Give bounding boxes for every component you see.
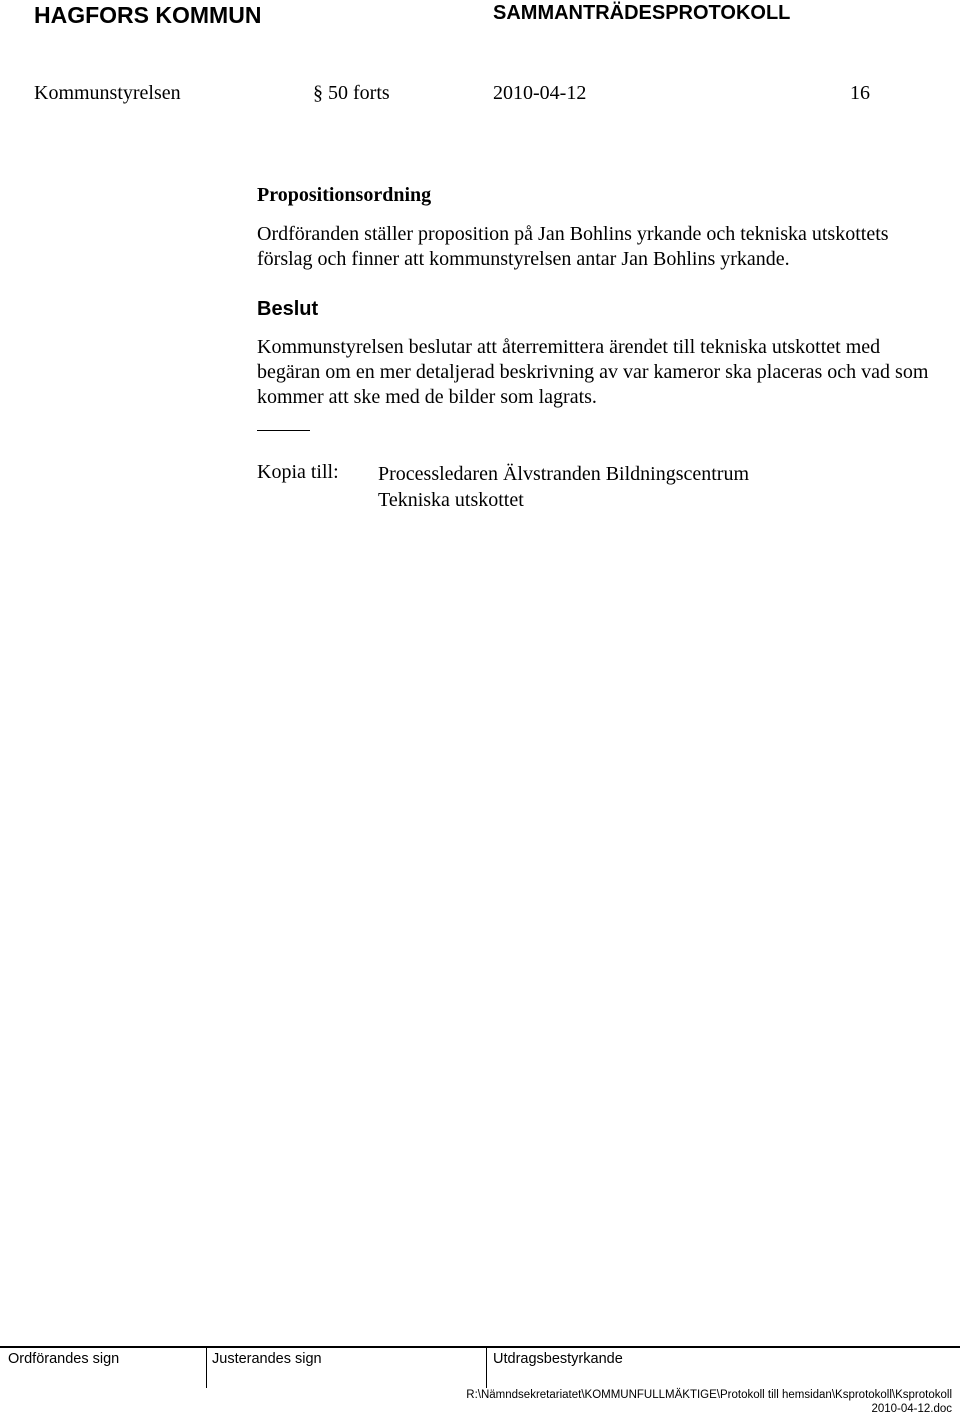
document-type: SAMMANTRÄDESPROTOKOLL — [493, 2, 791, 24]
meeting-body: Kommunstyrelsen — [34, 82, 181, 104]
file-path-line: R:\Nämndsekretariatet\KOMMUNFULLMÄKTIGE\Protokoll till hemsidan\Ksprotokoll\Ksprotokoll — [466, 1389, 952, 1401]
footer-divider — [486, 1346, 487, 1388]
footer-divider — [206, 1346, 207, 1388]
separator-line — [257, 430, 310, 431]
footer-rule — [0, 1346, 960, 1348]
kopia-label: Kopia till: — [257, 461, 339, 483]
beslut-heading: Beslut — [257, 298, 319, 320]
file-path-line: 2010-04-12.doc — [871, 1403, 952, 1415]
file-path — [466, 1388, 952, 1416]
page-number: 16 — [850, 82, 870, 104]
chair-signature-label: Ordförandes sign — [8, 1351, 120, 1367]
extract-certification-label: Utdragsbestyrkande — [493, 1351, 623, 1367]
meeting-date: 2010-04-12 — [493, 82, 587, 104]
kopia-recipient: Tekniska utskottet — [378, 489, 524, 511]
kopia-recipient: Processledaren Älvstranden Bildningscentrum — [378, 463, 750, 485]
section-number: § 50 forts — [313, 82, 390, 104]
beslut-text: Kommunstyrelsen beslutar att återremittera ärendet till tekniska utskottet med begäran om en mer detaljerad beskrivning av var kameror ska placeras och vad som kommer att ske med de bilder som lagrats. — [257, 336, 929, 408]
kopia-recipient-list — [378, 461, 749, 513]
organization-name: HAGFORS KOMMUN — [34, 2, 262, 28]
propositionsordning-heading: Propositionsordning — [257, 184, 432, 206]
propositionsordning-text: Ordföranden ställer proposition på Jan Bohlins yrkande och tekniska utskottets förslag och finner att kommunstyrelsen antar Jan Bohlins yrkande. — [257, 223, 889, 270]
adjuster-signature-label: Justerandes sign — [212, 1351, 322, 1367]
